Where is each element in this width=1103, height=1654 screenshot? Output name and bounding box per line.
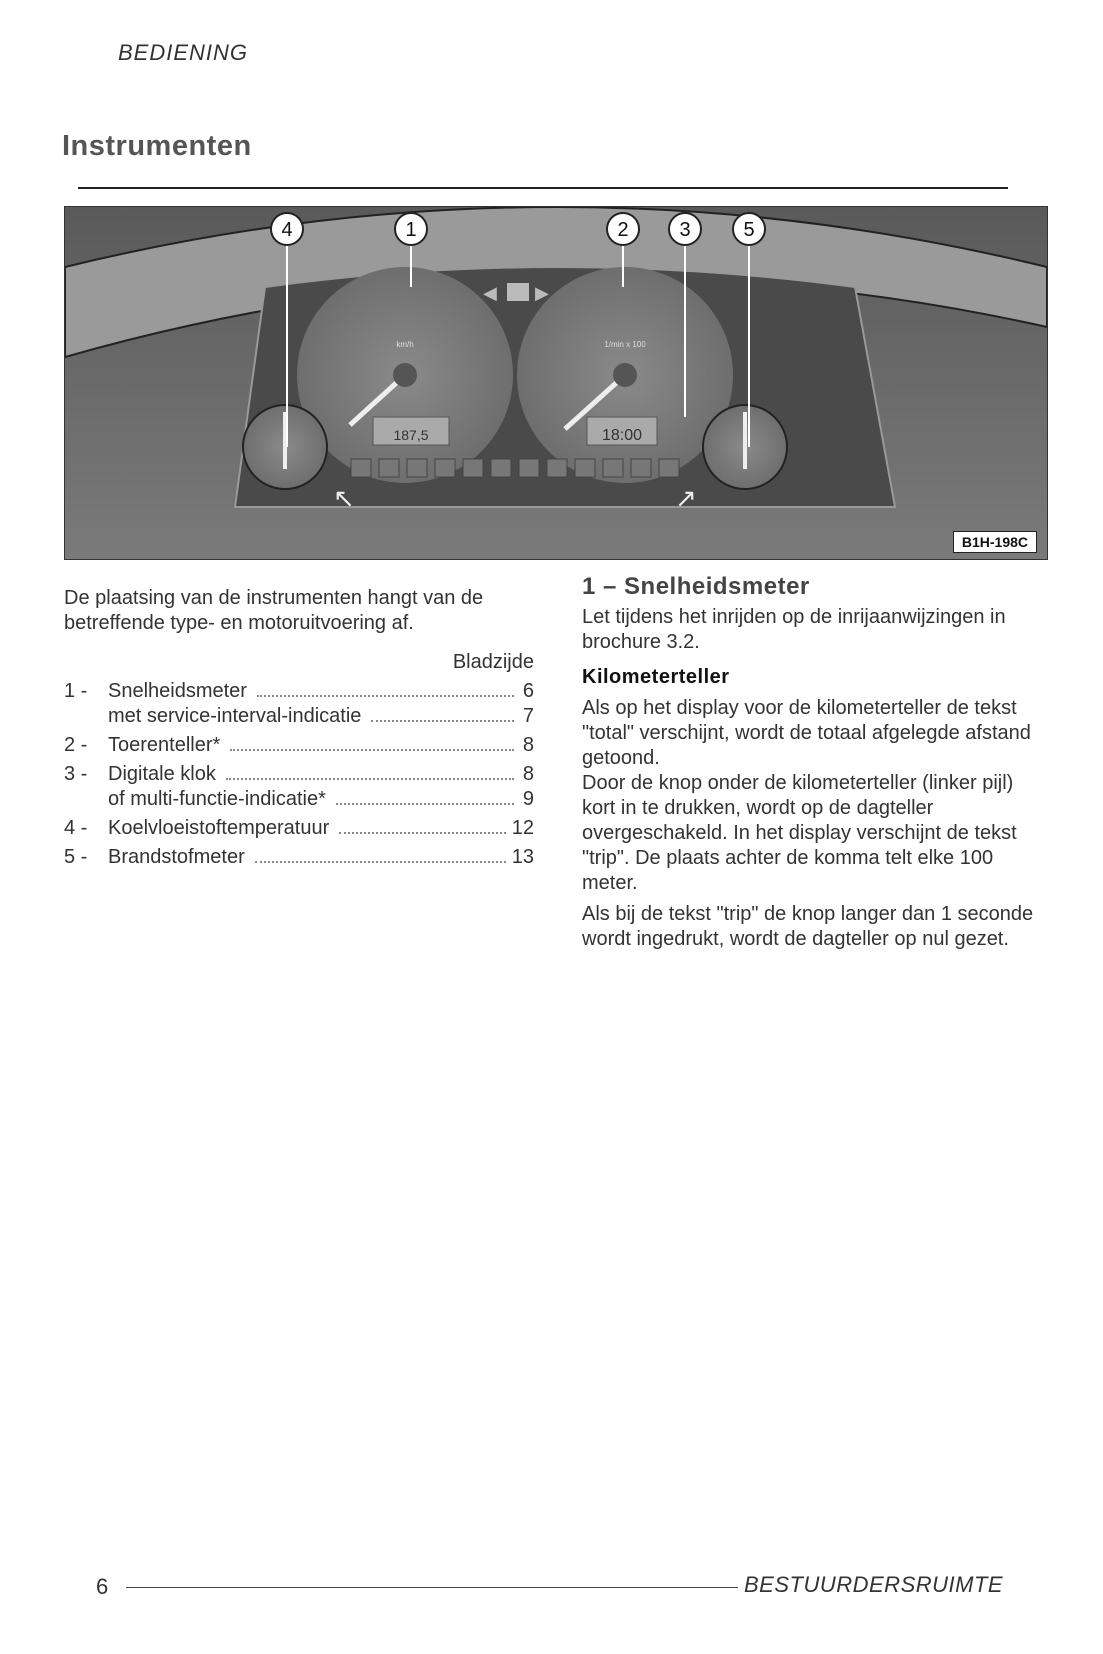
toc-row: 5 - Brandstofmeter 13 bbox=[64, 846, 534, 868]
page-title: Instrumenten bbox=[62, 130, 252, 162]
left-turn-indicator-icon: ◀ bbox=[483, 283, 497, 303]
intro-paragraph: De plaatsing van de instrumenten hangt van de betreffende type- en motoruitvoering af. bbox=[64, 587, 484, 634]
page-number: 6 bbox=[96, 1574, 109, 1599]
left-arrow-trip-reset-icon: ↖ bbox=[333, 483, 355, 513]
toc-row: 3 - Digitale klok 8 bbox=[64, 763, 534, 785]
title-divider bbox=[78, 187, 1008, 189]
svg-text:5: 5 bbox=[743, 219, 755, 241]
left-column bbox=[64, 586, 534, 874]
figure-code-label: B1H-198C bbox=[953, 531, 1037, 553]
instrument-cluster-illustration bbox=[65, 207, 1047, 559]
section-heading-speedometer: 1 – Snelheidsmeter bbox=[582, 573, 810, 600]
speedometer-unit: km/h bbox=[396, 340, 414, 349]
paragraph: Als op het display voor de kilometerteller de tekst "total" verschijnt, wordt de totaal afgelegde afstand getoond. bbox=[582, 697, 1031, 769]
right-column bbox=[582, 574, 1052, 958]
coolant-temp-gauge bbox=[243, 405, 327, 489]
tachometer-unit: 1/min x 100 bbox=[604, 340, 646, 349]
toc-row: 1 - Snelheidsmeter 6 bbox=[64, 680, 534, 702]
toc-row: of multi-functie-indicatie* 9 bbox=[108, 788, 534, 810]
svg-text:4: 4 bbox=[281, 219, 293, 241]
toc-header: Bladzijde bbox=[452, 651, 534, 673]
instrument-cluster-figure bbox=[64, 206, 1048, 560]
clock-value: 18:00 bbox=[601, 427, 643, 444]
toc-row: 2 - Toerenteller* 8 bbox=[64, 734, 534, 756]
tachometer-hub bbox=[613, 363, 637, 387]
right-turn-indicator-icon: ▶ bbox=[535, 283, 549, 303]
battery-warning-icon bbox=[491, 459, 511, 477]
paragraph: Als bij de tekst "trip" de knop langer dan 1 seconde wordt ingedrukt, wordt de dagteller op nul gezet. bbox=[582, 903, 1034, 950]
svg-text:2: 2 bbox=[617, 219, 629, 241]
toc-list bbox=[64, 679, 534, 870]
odometer-value: 187,5 bbox=[393, 427, 429, 443]
svg-text:1: 1 bbox=[405, 219, 417, 241]
paragraph: Door de knop onder de kilometerteller (linker pijl) kort in te drukken, wordt op de dagteller overgeschakeld. In het display verschijnt de tekst "trip". De plaats achter de komma telt elke 100 meter. bbox=[582, 772, 1017, 894]
right-arrow-clock-set-icon: ↗ bbox=[675, 483, 697, 513]
speedometer bbox=[297, 267, 513, 483]
svg-text:3: 3 bbox=[679, 219, 691, 241]
toc-row: 4 - Koelvloeistoftemperatuur 12 bbox=[64, 817, 534, 839]
speedometer-hub bbox=[393, 363, 417, 387]
headlight-indicator-icon bbox=[507, 283, 529, 301]
footer-section: BESTUURDERSRUIMTE bbox=[744, 1572, 1004, 1597]
section-header: BEDIENING bbox=[118, 40, 249, 65]
oil-pressure-warning-icon bbox=[463, 459, 483, 477]
subheading-odometer: Kilometerteller bbox=[582, 666, 730, 688]
tachometer bbox=[517, 267, 733, 483]
paragraph: Let tijdens het inrijden op de inrijaanwijzingen in brochure 3.2. bbox=[582, 606, 1006, 653]
brake-warning-icon bbox=[547, 459, 567, 477]
fuel-gauge bbox=[703, 405, 787, 489]
footer-divider bbox=[126, 1587, 738, 1588]
toc-row: met service-interval-indicatie 7 bbox=[108, 705, 534, 727]
